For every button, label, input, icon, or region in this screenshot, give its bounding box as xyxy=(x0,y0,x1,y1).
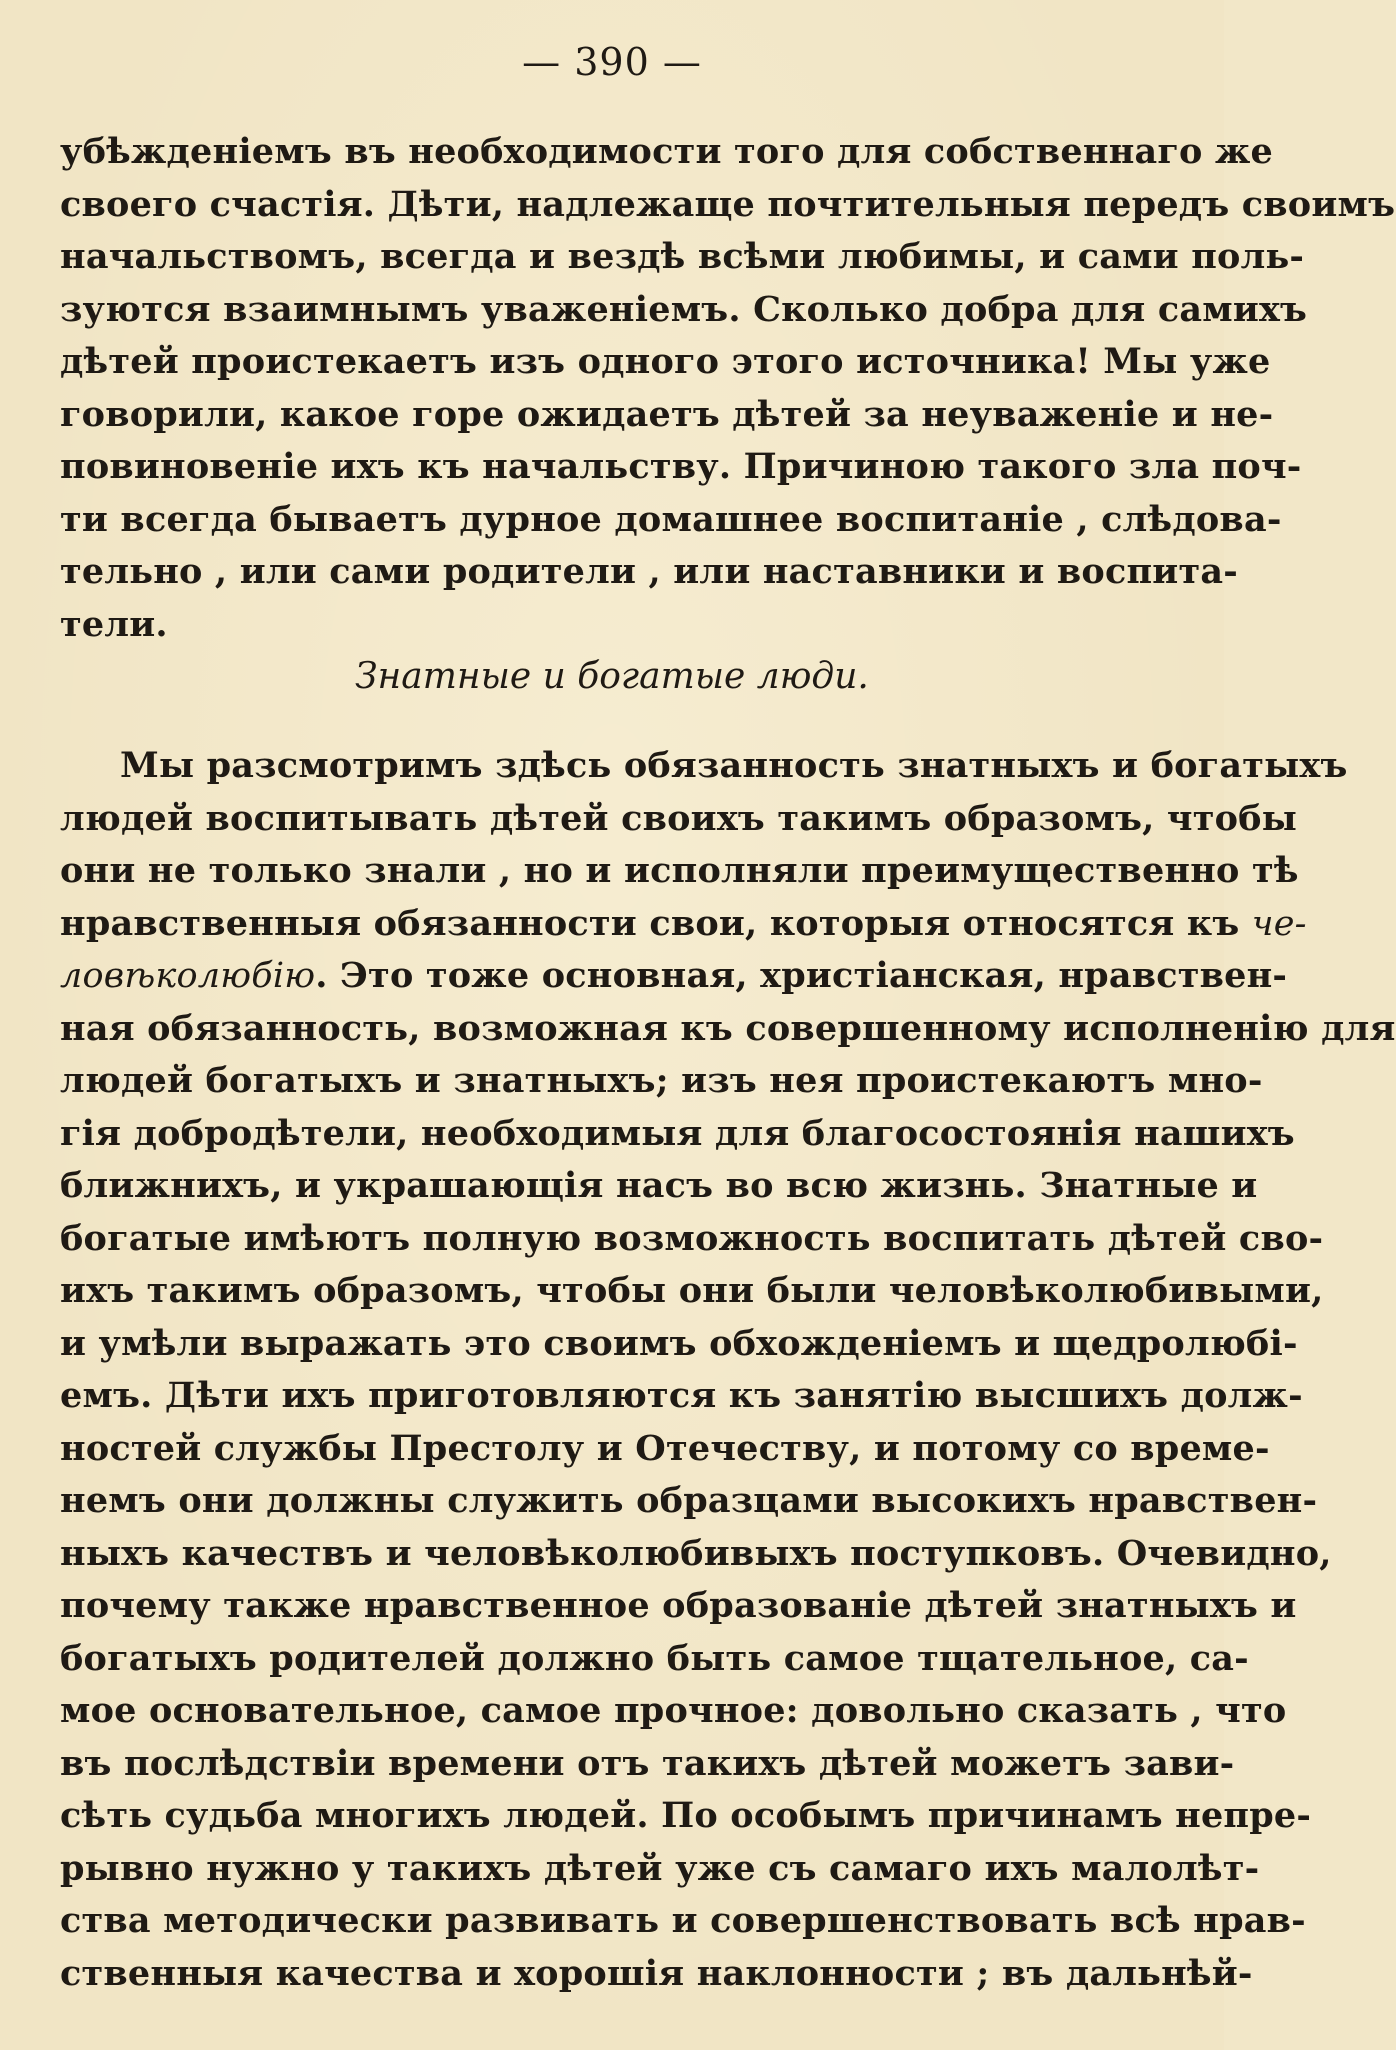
text-line: мое основательное, самое прочное: довольно сказать , что xyxy=(60,1690,1287,1731)
text-line: ственныя качества и хорошія наклонности ; въ дальнѣй- xyxy=(60,1952,1253,1994)
text-line: въ послѣдствіи времени отъ такихъ дѣтей можетъ зави- xyxy=(60,1742,1235,1784)
text-line: богатыхъ родителей должно быть самое тщательное, са- xyxy=(60,1637,1249,1679)
text-line: и умѣли выражать это своимъ обхожденіемъ и щедролюбі- xyxy=(60,1322,1298,1364)
page-number: — 390 — xyxy=(522,40,702,84)
text-segment: нравственныя обязанности свои, которыя относятся къ xyxy=(60,902,1252,944)
text-line xyxy=(60,950,1288,1003)
text-segment: . Это тоже основная, христіанская, нравствен- xyxy=(315,955,1288,996)
text-line: Мы разсмотримъ здѣсь обязанность знатныхъ и богатыхъ xyxy=(120,745,1348,786)
text-line: почему также нравственное образованіе дѣтей знатныхъ и xyxy=(60,1585,1297,1626)
text-line: говорили, какое горе ожидаетъ дѣтей за неуваженіе и не- xyxy=(60,393,1274,435)
text-line: ихъ такимъ образомъ, чтобы они были человѣколюбивыми, xyxy=(60,1270,1324,1311)
text-line: гія добродѣтели, необходимыя для благосостоянія нашихъ xyxy=(60,1112,1295,1154)
text-line: убѣжденіемъ въ необходимости того для собственнаго же xyxy=(60,131,1273,172)
text-line: ностей службы Престолу и Отечеству, и потому со време- xyxy=(60,1427,1270,1469)
text-line: ная обязанность, возможная къ совершенному исполненію для xyxy=(60,1007,1396,1049)
paragraph-continuation xyxy=(60,126,1396,651)
section-heading: Знатные и богатые люди. xyxy=(355,656,869,697)
text-line: своего счастія. Дѣти, надлежаще почтительныя передъ своимъ xyxy=(60,183,1396,225)
paragraph-main xyxy=(60,740,1396,2000)
text-line: тельно , или сами родители , или наставники и воспита- xyxy=(60,551,1238,592)
text-line: ти всегда бываетъ дурное домашнее воспитаніе , слѣдова- xyxy=(60,498,1282,540)
text-line: ныхъ качествъ и человѣколюбивыхъ поступковъ. Очевидно, xyxy=(60,1532,1332,1574)
text-line: богатые имѣютъ полную возможность воспитать дѣтей сво- xyxy=(60,1217,1324,1259)
text-line: начальствомъ, всегда и вездѣ всѣми любимы, и сами поль- xyxy=(60,236,1305,277)
italic-segment: ловѣколюбію xyxy=(60,956,316,996)
text-line: ства методически развивать и совершенствовать всѣ нрав- xyxy=(60,1900,1306,1941)
text-line: рывно нужно у такихъ дѣтей уже съ самаго ихъ малолѣт- xyxy=(60,1847,1260,1889)
italic-segment: че- xyxy=(1251,903,1307,944)
text-line: они не только знали , но и исполняли преимущественно тѣ xyxy=(60,850,1299,891)
text-line: тели. xyxy=(60,603,168,645)
text-line: людей воспитывать дѣтей своихъ такимъ образомъ, чтобы xyxy=(60,797,1297,839)
text-line: ближнихъ, и украшающія насъ во всю жизнь. Знатные и xyxy=(60,1165,1258,1206)
text-line: повиновеніе ихъ къ начальству. Причиною такого зла поч- xyxy=(60,446,1302,487)
text-line: дѣтей проистекаетъ изъ одного этого источника! Мы уже xyxy=(60,341,1271,382)
text-line xyxy=(60,898,1307,951)
text-line: зуются взаимнымъ уваженіемъ. Сколько добра для самихъ xyxy=(60,288,1308,330)
text-line: людей богатыхъ и знатныхъ; изъ нея проистекаютъ мно- xyxy=(60,1060,1263,1101)
text-line: немъ они должны служить образцами высокихъ нравствен- xyxy=(60,1480,1318,1521)
text-line: емъ. Дѣти ихъ приготовляются къ занятію высшихъ долж- xyxy=(60,1375,1303,1416)
text-line: сѣть судьба многихъ людей. По особымъ причинамъ непре- xyxy=(60,1795,1312,1836)
